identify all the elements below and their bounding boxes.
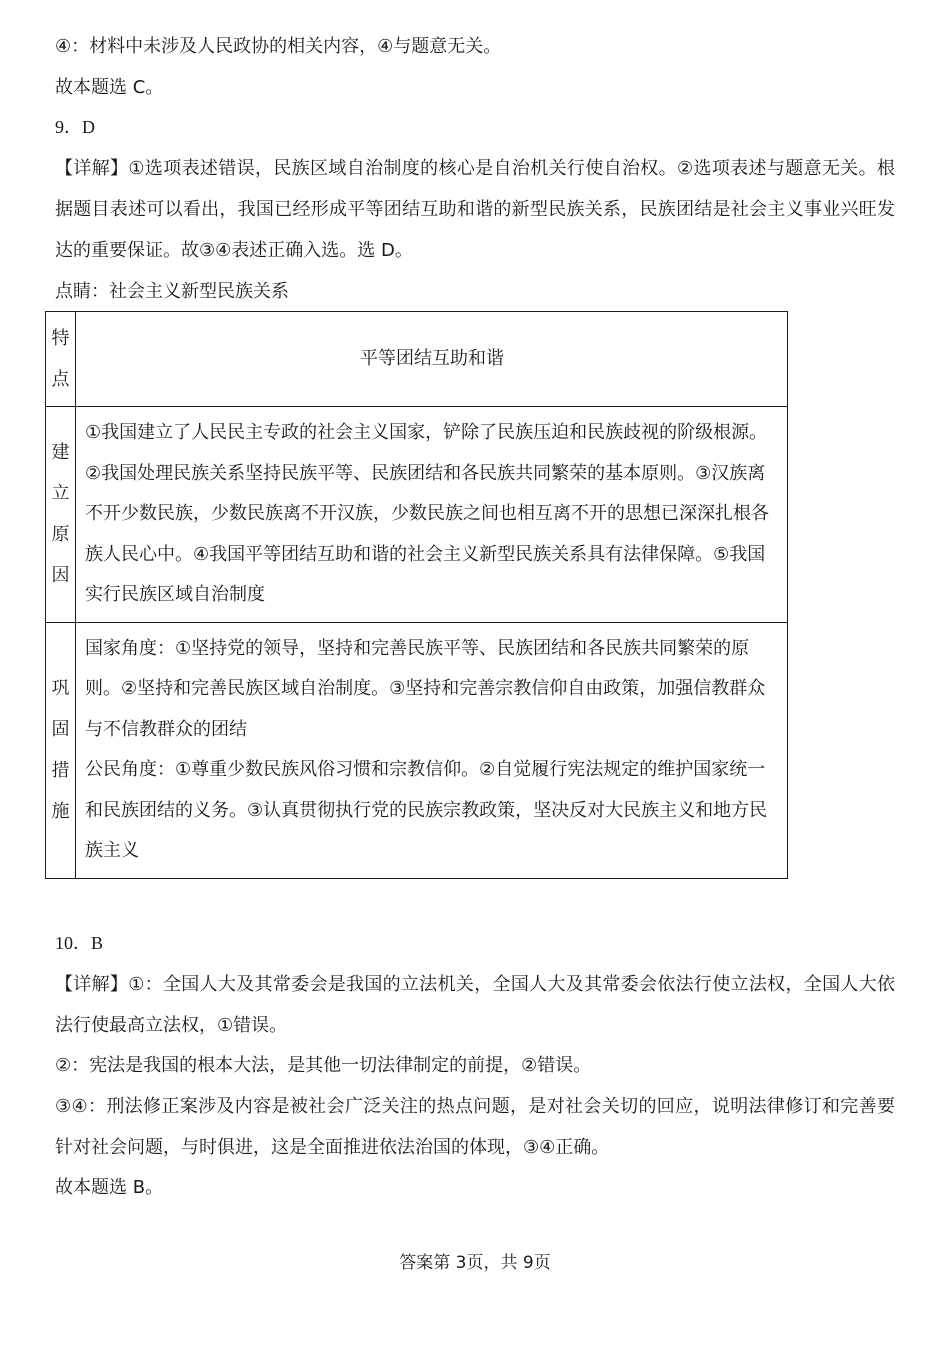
label-char: 原	[51, 524, 70, 546]
question-10-conclusion: 故本题选 B。	[55, 1177, 164, 1198]
label-char: 建	[51, 442, 70, 464]
table-row-features	[46, 312, 788, 407]
prev-answer-note: ④：材料中未涉及人民政协的相关内容，④与题意无关。	[55, 36, 502, 57]
ethnic-relations-table	[45, 311, 788, 879]
question-9-number: 9．D	[55, 117, 95, 137]
row-label-reasons	[46, 407, 76, 623]
prev-answer-conclusion: 故本题选 C。	[55, 77, 164, 98]
reasons-content: ①我国建立了人民民主专政的社会主义国家，铲除了民族压迫和民族歧视的阶级根源。②我国处理民族关系坚持民族平等、民族团结和各民族共同繁荣的基本原则。③汉族离不开少数民族，少数民族离不开汉族，少数民族之间也相互离不开的思想已深深扎根各族人民心中。④我国平等团结互助和谐的社会主义新型民族关系具有法律保障。⑤我国实行民族区域自治制度	[76, 407, 788, 623]
question-9-tip: 点睛：社会主义新型民族关系	[55, 281, 289, 302]
label-char: 点	[51, 369, 70, 390]
table-row-measures	[46, 622, 788, 878]
row-label-features	[46, 312, 76, 407]
question-10-detail-2: ②：宪法是我国的根本大法，是其他一切法律制定的前提，②错误。	[55, 1055, 592, 1076]
label-char: 立	[51, 483, 70, 505]
table-row-reasons	[46, 407, 788, 623]
measures-citizen-perspective: 公民角度：①尊重少数民族风俗习惯和宗教信仰。②自觉履行宪法规定的维护国家统一和民族团结的义务。③认真贯彻执行党的民族宗教政策，坚决反对大民族主义和地方民族主义	[85, 759, 768, 861]
features-content: 平等团结互助和谐	[76, 312, 788, 407]
question-9-detail: 【详解】①选项表述错误，民族区域自治制度的核心是自治机关行使自治权。②选项表述与题意无关。根据题目表述可以看出，我国已经形成平等团结互助和谐的新型民族关系，民族团结是社会主义事业兴旺发达的重要保证。故③④表述正确入选。选 D。	[55, 158, 895, 261]
label-char: 因	[51, 565, 70, 587]
measures-content	[76, 622, 788, 878]
page-footer: 答案第 3页，共 9页	[399, 1253, 551, 1273]
question-10-detail-3: ③④：刑法修正案涉及内容是被社会广泛关注的热点问题，是对社会关切的回应，说明法律修订和完善要针对社会问题，与时俱进，这是全面推进依法治国的体现，③④正确。	[55, 1096, 895, 1158]
question-10-number: 10．B	[55, 933, 104, 953]
label-char: 固	[51, 719, 70, 740]
label-char: 特	[51, 328, 70, 349]
row-label-measures	[46, 622, 76, 878]
label-char: 施	[51, 801, 70, 822]
measures-state-perspective: 国家角度：①坚持党的领导，坚持和完善民族平等、民族团结和各民族共同繁荣的原则。②坚持和完善民族区域自治制度。③坚持和完善宗教信仰自由政策，加强信教群众与不信教群众的团结	[85, 637, 766, 740]
label-char: 巩	[51, 678, 70, 699]
question-10-detail-1: 【详解】①：全国人大及其常委会是我国的立法机关，全国人大及其常委会依法行使立法权，全国人大依法行使最高立法权，①错误。	[55, 974, 895, 1036]
label-char: 措	[51, 760, 70, 781]
